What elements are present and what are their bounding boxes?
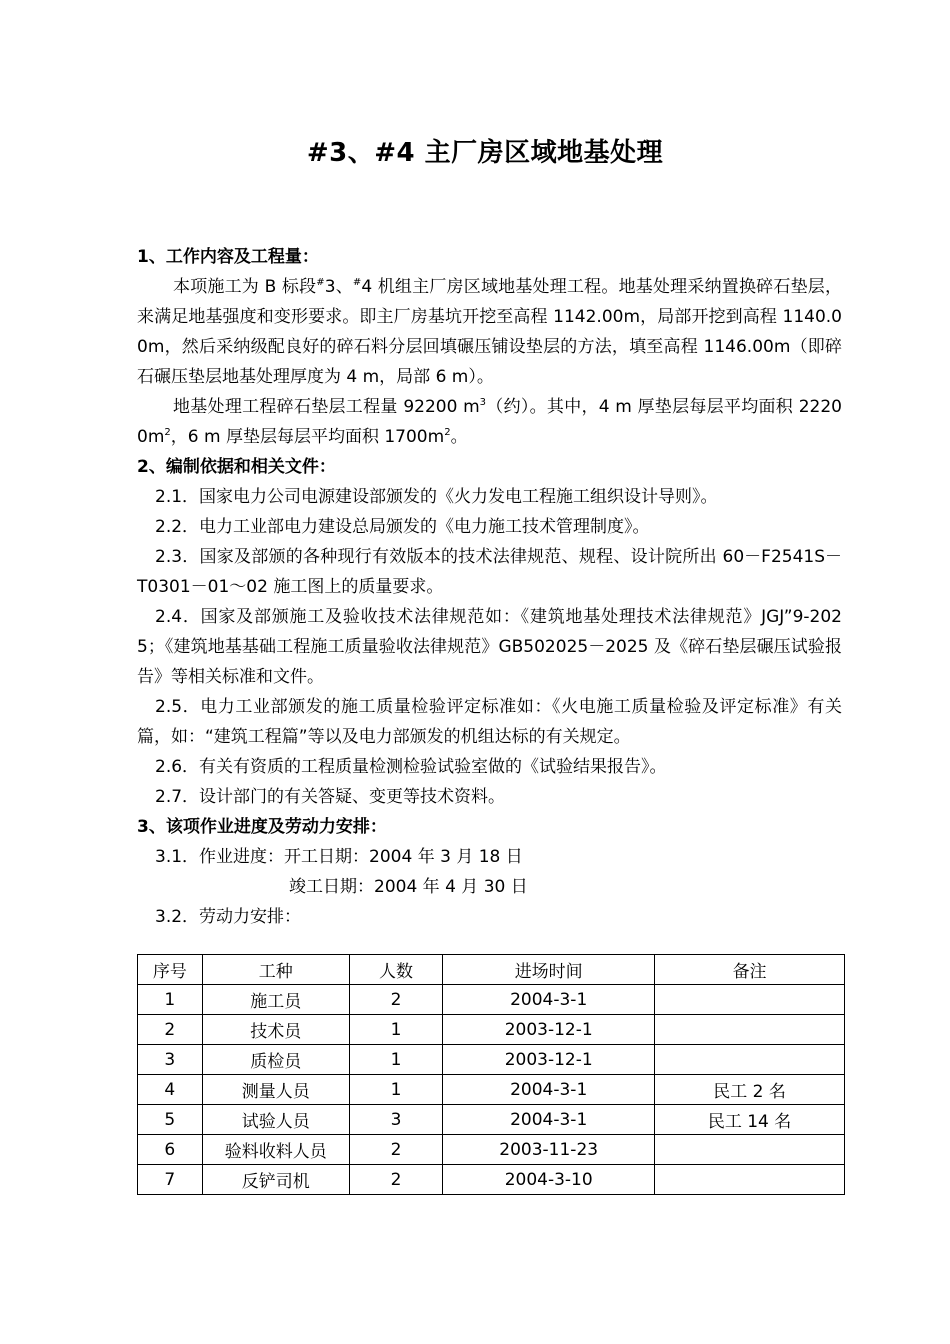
table-cell: 2 xyxy=(349,985,442,1015)
table-cell: 技术员 xyxy=(202,1015,349,1045)
table-cell: 2003-11-23 xyxy=(443,1135,655,1165)
table-cell: 2 xyxy=(349,1135,442,1165)
basis-item: 2.7．设计部门的有关答疑、变更等技术资料。 xyxy=(155,787,506,807)
table-cell: 5 xyxy=(138,1105,203,1135)
table-cell: 2 xyxy=(138,1015,203,1045)
table-cell: 4 xyxy=(138,1075,203,1105)
labor-arrangement-heading: 3.2．劳动力安排： xyxy=(155,907,302,927)
basis-item: 2.6．有关有资质的工程质量检测检验试验室做的《试验结果报告》。 xyxy=(155,757,667,777)
basis-item: 2.3．国家及部颁的各种现行有效版本的技术法律规范、规程、设计院所出 60－F2541S－T0301－01～02 施工图上的质量要求。 xyxy=(137,547,842,597)
basis-item: 2.5．电力工业部颁发的施工质量检验评定标准如：《火电施工质量检验及评定标准》有关篇，如：“建筑工程篇”等以及电力部颁发的机组达标的有关规定。 xyxy=(137,697,842,747)
section-1-heading: 1、工作内容及工程量： xyxy=(137,247,319,267)
table-row xyxy=(138,1165,845,1195)
table-cell xyxy=(655,1045,845,1075)
column-header: 工种 xyxy=(202,955,349,985)
table-header-row xyxy=(138,955,845,985)
table-cell: 1 xyxy=(349,1015,442,1045)
table-cell xyxy=(655,1165,845,1195)
table-cell: 2004-3-1 xyxy=(443,1075,655,1105)
table-cell: 施工员 xyxy=(202,985,349,1015)
section-1-paragraph-1: 本项施工为 B 标段#3、#4 机组主厂房区域地基处理工程。地基处理采纳置换碎石垫层，来满足地基强度和变形要求。即主厂房基坑开挖至高程 1142.00m，局部开挖到高程 1140.00m，然后采纳级配良好的碎石料分层回填碾压铺设垫层的方法，填至高程 1146.00m（即碎石碾压垫层地基处理厚度为 4 m，局部 6 m）。 xyxy=(137,277,842,387)
column-header: 进场时间 xyxy=(443,955,655,985)
table-row xyxy=(138,1045,845,1075)
table-cell: 2 xyxy=(349,1165,442,1195)
table-cell: 民工 2 名 xyxy=(655,1075,845,1105)
table-cell: 1 xyxy=(349,1075,442,1105)
table-cell: 反铲司机 xyxy=(202,1165,349,1195)
table-row xyxy=(138,985,845,1015)
schedule-end-date: 竣工日期：2004 年 4 月 30 日 xyxy=(289,877,528,897)
table-cell: 质检员 xyxy=(202,1045,349,1075)
basis-item: 2.4．国家及部颁施工及验收技术法律规范如：《建筑地基处理技术法律规范》JGJ”9-2025；《建筑地基基础工程施工质量验收法律规范》GB502025－2025 及《碎石垫层碾压试验报告》等相关标准和文件。 xyxy=(137,607,842,687)
table-cell: 2004-3-10 xyxy=(443,1165,655,1195)
basis-item: 2.2．电力工业部电力建设总局颁发的《电力施工技术管理制度》。 xyxy=(155,517,650,537)
table-cell xyxy=(655,985,845,1015)
table-row xyxy=(138,1135,845,1165)
table-cell: 1 xyxy=(138,985,203,1015)
section-2-heading: 2、编制依据和相关文件： xyxy=(137,457,336,477)
table-cell xyxy=(655,1015,845,1045)
labor-table xyxy=(137,954,845,1195)
table-cell: 2004-3-1 xyxy=(443,1105,655,1135)
table-cell: 2003-12-1 xyxy=(443,1045,655,1075)
table-cell: 2003-12-1 xyxy=(443,1015,655,1045)
column-header: 人数 xyxy=(349,955,442,985)
table-row xyxy=(138,1075,845,1105)
section-1-paragraph-2: 地基处理工程碎石垫层工程量 92200 $m^3$（约）。其中，4 m 厚垫层每层平均面积 $22200m^2$，6 m 厚垫层每层平均面积 $1700m^2$。 xyxy=(137,397,842,447)
document-body xyxy=(137,242,842,932)
table-cell: 3 xyxy=(138,1045,203,1075)
table-cell: 1 xyxy=(349,1045,442,1075)
column-header: 备注 xyxy=(655,955,845,985)
table-cell: 2004-3-1 xyxy=(443,985,655,1015)
document-title: #3、#4 主厂房区域地基处理 xyxy=(306,138,664,168)
table-cell: 6 xyxy=(138,1135,203,1165)
table-cell: 测量人员 xyxy=(202,1075,349,1105)
table-row xyxy=(138,1105,845,1135)
table-cell xyxy=(655,1135,845,1165)
column-header: 序号 xyxy=(138,955,203,985)
schedule-start-date: 3.1．作业进度：开工日期：2004 年 3 月 18 日 xyxy=(155,847,523,867)
table-cell: 3 xyxy=(349,1105,442,1135)
table-cell: 民工 14 名 xyxy=(655,1105,845,1135)
table-cell: 试验人员 xyxy=(202,1105,349,1135)
basis-item: 2.1．国家电力公司电源建设部颁发的《火力发电工程施工组织设计导则》。 xyxy=(155,487,718,507)
table-cell: 7 xyxy=(138,1165,203,1195)
table-cell: 验料收料人员 xyxy=(202,1135,349,1165)
table-row xyxy=(138,1015,845,1045)
section-3-heading: 3、该项作业进度及劳动力安排： xyxy=(137,817,387,837)
